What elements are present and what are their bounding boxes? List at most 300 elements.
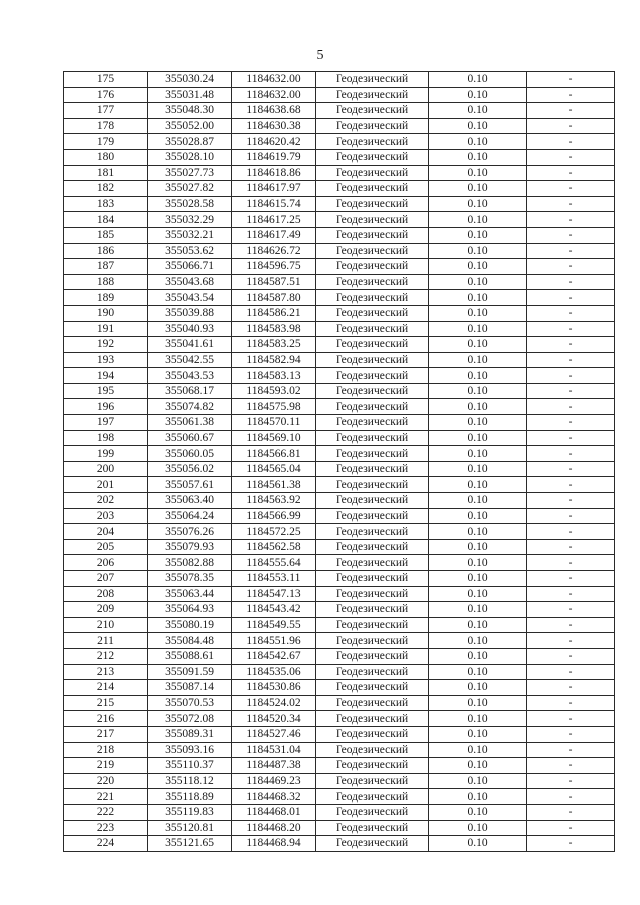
x-coordinate-cell: 355066.71 <box>148 259 232 275</box>
point-number-cell: 205 <box>64 539 148 555</box>
x-coordinate-cell: 355040.93 <box>148 321 232 337</box>
description-cell: - <box>527 555 615 571</box>
y-coordinate-cell: 1184549.55 <box>232 617 316 633</box>
method-cell: Геодезический <box>316 103 429 119</box>
accuracy-cell: 0.10 <box>429 648 527 664</box>
method-cell: Геодезический <box>316 181 429 197</box>
y-coordinate-cell: 1184543.42 <box>232 602 316 618</box>
method-cell: Геодезический <box>316 368 429 384</box>
y-coordinate-cell: 1184469.23 <box>232 773 316 789</box>
description-cell: - <box>527 134 615 150</box>
y-coordinate-cell: 1184487.38 <box>232 758 316 774</box>
table-row <box>64 415 615 431</box>
accuracy-cell: 0.10 <box>429 165 527 181</box>
point-number-cell: 209 <box>64 602 148 618</box>
y-coordinate-cell: 1184468.94 <box>232 836 316 852</box>
y-coordinate-cell: 1184583.98 <box>232 321 316 337</box>
y-coordinate-cell: 1184587.80 <box>232 290 316 306</box>
accuracy-cell: 0.10 <box>429 820 527 836</box>
description-cell: - <box>527 836 615 852</box>
accuracy-cell: 0.10 <box>429 368 527 384</box>
accuracy-cell: 0.10 <box>429 664 527 680</box>
method-cell: Геодезический <box>316 664 429 680</box>
x-coordinate-cell: 355043.54 <box>148 290 232 306</box>
description-cell: - <box>527 571 615 587</box>
description-cell: - <box>527 149 615 165</box>
method-cell: Геодезический <box>316 352 429 368</box>
point-number-cell: 212 <box>64 648 148 664</box>
point-number-cell: 210 <box>64 617 148 633</box>
table-row <box>64 680 615 696</box>
table-row <box>64 648 615 664</box>
x-coordinate-cell: 355093.16 <box>148 742 232 758</box>
x-coordinate-cell: 355072.08 <box>148 711 232 727</box>
description-cell: - <box>527 321 615 337</box>
point-number-cell: 222 <box>64 804 148 820</box>
y-coordinate-cell: 1184530.86 <box>232 680 316 696</box>
method-cell: Геодезический <box>316 290 429 306</box>
method-cell: Геодезический <box>316 305 429 321</box>
x-coordinate-cell: 355068.17 <box>148 383 232 399</box>
y-coordinate-cell: 1184547.13 <box>232 586 316 602</box>
point-number-cell: 191 <box>64 321 148 337</box>
accuracy-cell: 0.10 <box>429 571 527 587</box>
x-coordinate-cell: 355053.62 <box>148 243 232 259</box>
y-coordinate-cell: 1184566.81 <box>232 446 316 462</box>
accuracy-cell: 0.10 <box>429 134 527 150</box>
description-cell: - <box>527 726 615 742</box>
method-cell: Геодезический <box>316 804 429 820</box>
description-cell: - <box>527 695 615 711</box>
point-number-cell: 199 <box>64 446 148 462</box>
y-coordinate-cell: 1184638.68 <box>232 103 316 119</box>
accuracy-cell: 0.10 <box>429 680 527 696</box>
x-coordinate-cell: 355031.48 <box>148 87 232 103</box>
description-cell: - <box>527 383 615 399</box>
point-number-cell: 183 <box>64 196 148 212</box>
y-coordinate-cell: 1184617.97 <box>232 181 316 197</box>
point-number-cell: 175 <box>64 72 148 88</box>
table-row <box>64 118 615 134</box>
accuracy-cell: 0.10 <box>429 836 527 852</box>
accuracy-cell: 0.10 <box>429 337 527 353</box>
x-coordinate-cell: 355118.12 <box>148 773 232 789</box>
description-cell: - <box>527 820 615 836</box>
method-cell: Геодезический <box>316 118 429 134</box>
table-row <box>64 508 615 524</box>
accuracy-cell: 0.10 <box>429 274 527 290</box>
description-cell: - <box>527 711 615 727</box>
accuracy-cell: 0.10 <box>429 181 527 197</box>
method-cell: Геодезический <box>316 524 429 540</box>
description-cell: - <box>527 773 615 789</box>
y-coordinate-cell: 1184583.25 <box>232 337 316 353</box>
description-cell: - <box>527 446 615 462</box>
table-row <box>64 664 615 680</box>
description-cell: - <box>527 586 615 602</box>
description-cell: - <box>527 243 615 259</box>
table-row <box>64 72 615 88</box>
y-coordinate-cell: 1184531.04 <box>232 742 316 758</box>
point-number-cell: 223 <box>64 820 148 836</box>
x-coordinate-cell: 355043.68 <box>148 274 232 290</box>
description-cell: - <box>527 290 615 306</box>
table-row <box>64 804 615 820</box>
method-cell: Геодезический <box>316 493 429 509</box>
y-coordinate-cell: 1184572.25 <box>232 524 316 540</box>
accuracy-cell: 0.10 <box>429 446 527 462</box>
x-coordinate-cell: 355079.93 <box>148 539 232 555</box>
method-cell: Геодезический <box>316 461 429 477</box>
x-coordinate-cell: 355028.10 <box>148 149 232 165</box>
accuracy-cell: 0.10 <box>429 555 527 571</box>
y-coordinate-cell: 1184520.34 <box>232 711 316 727</box>
method-cell: Геодезический <box>316 711 429 727</box>
y-coordinate-cell: 1184553.11 <box>232 571 316 587</box>
table-row <box>64 290 615 306</box>
table-row <box>64 196 615 212</box>
description-cell: - <box>527 415 615 431</box>
point-number-cell: 180 <box>64 149 148 165</box>
description-cell: - <box>527 181 615 197</box>
y-coordinate-cell: 1184632.00 <box>232 87 316 103</box>
method-cell: Геодезический <box>316 648 429 664</box>
point-number-cell: 178 <box>64 118 148 134</box>
description-cell: - <box>527 539 615 555</box>
table-row <box>64 773 615 789</box>
table-row <box>64 337 615 353</box>
x-coordinate-cell: 355087.14 <box>148 680 232 696</box>
accuracy-cell: 0.10 <box>429 524 527 540</box>
y-coordinate-cell: 1184583.13 <box>232 368 316 384</box>
accuracy-cell: 0.10 <box>429 72 527 88</box>
description-cell: - <box>527 103 615 119</box>
accuracy-cell: 0.10 <box>429 415 527 431</box>
table-row <box>64 789 615 805</box>
point-number-cell: 211 <box>64 633 148 649</box>
accuracy-cell: 0.10 <box>429 352 527 368</box>
point-number-cell: 204 <box>64 524 148 540</box>
point-number-cell: 182 <box>64 181 148 197</box>
table-row <box>64 259 615 275</box>
description-cell: - <box>527 804 615 820</box>
accuracy-cell: 0.10 <box>429 804 527 820</box>
accuracy-cell: 0.10 <box>429 321 527 337</box>
method-cell: Геодезический <box>316 758 429 774</box>
table-row <box>64 134 615 150</box>
y-coordinate-cell: 1184527.46 <box>232 726 316 742</box>
x-coordinate-cell: 355118.89 <box>148 789 232 805</box>
point-number-cell: 217 <box>64 726 148 742</box>
accuracy-cell: 0.10 <box>429 617 527 633</box>
method-cell: Геодезический <box>316 243 429 259</box>
y-coordinate-cell: 1184596.75 <box>232 259 316 275</box>
y-coordinate-cell: 1184615.74 <box>232 196 316 212</box>
description-cell: - <box>527 508 615 524</box>
description-cell: - <box>527 259 615 275</box>
table-row <box>64 820 615 836</box>
point-number-cell: 197 <box>64 415 148 431</box>
table-row <box>64 711 615 727</box>
description-cell: - <box>527 524 615 540</box>
point-number-cell: 215 <box>64 695 148 711</box>
y-coordinate-cell: 1184555.64 <box>232 555 316 571</box>
point-number-cell: 200 <box>64 461 148 477</box>
accuracy-cell: 0.10 <box>429 399 527 415</box>
table-row <box>64 227 615 243</box>
x-coordinate-cell: 355061.38 <box>148 415 232 431</box>
table-row <box>64 243 615 259</box>
method-cell: Геодезический <box>316 274 429 290</box>
accuracy-cell: 0.10 <box>429 243 527 259</box>
accuracy-cell: 0.10 <box>429 227 527 243</box>
accuracy-cell: 0.10 <box>429 586 527 602</box>
accuracy-cell: 0.10 <box>429 539 527 555</box>
accuracy-cell: 0.10 <box>429 742 527 758</box>
method-cell: Геодезический <box>316 602 429 618</box>
coordinates-table <box>63 71 615 852</box>
method-cell: Геодезический <box>316 726 429 742</box>
y-coordinate-cell: 1184566.99 <box>232 508 316 524</box>
method-cell: Геодезический <box>316 773 429 789</box>
y-coordinate-cell: 1184587.51 <box>232 274 316 290</box>
table-row <box>64 726 615 742</box>
description-cell: - <box>527 196 615 212</box>
method-cell: Геодезический <box>316 477 429 493</box>
point-number-cell: 198 <box>64 430 148 446</box>
method-cell: Геодезический <box>316 87 429 103</box>
accuracy-cell: 0.10 <box>429 493 527 509</box>
method-cell: Геодезический <box>316 695 429 711</box>
y-coordinate-cell: 1184619.79 <box>232 149 316 165</box>
method-cell: Геодезический <box>316 72 429 88</box>
table-row <box>64 181 615 197</box>
x-coordinate-cell: 355089.31 <box>148 726 232 742</box>
description-cell: - <box>527 430 615 446</box>
description-cell: - <box>527 602 615 618</box>
y-coordinate-cell: 1184617.49 <box>232 227 316 243</box>
description-cell: - <box>527 633 615 649</box>
point-number-cell: 181 <box>64 165 148 181</box>
table-row <box>64 493 615 509</box>
table-row <box>64 555 615 571</box>
y-coordinate-cell: 1184542.67 <box>232 648 316 664</box>
method-cell: Геодезический <box>316 321 429 337</box>
x-coordinate-cell: 355064.93 <box>148 602 232 618</box>
accuracy-cell: 0.10 <box>429 789 527 805</box>
point-number-cell: 194 <box>64 368 148 384</box>
y-coordinate-cell: 1184468.01 <box>232 804 316 820</box>
y-coordinate-cell: 1184582.94 <box>232 352 316 368</box>
y-coordinate-cell: 1184551.96 <box>232 633 316 649</box>
table-row <box>64 149 615 165</box>
accuracy-cell: 0.10 <box>429 477 527 493</box>
x-coordinate-cell: 355032.29 <box>148 212 232 228</box>
accuracy-cell: 0.10 <box>429 196 527 212</box>
x-coordinate-cell: 355039.88 <box>148 305 232 321</box>
method-cell: Геодезический <box>316 337 429 353</box>
point-number-cell: 202 <box>64 493 148 509</box>
page-number: 5 <box>316 48 324 63</box>
point-number-cell: 221 <box>64 789 148 805</box>
y-coordinate-cell: 1184620.42 <box>232 134 316 150</box>
y-coordinate-cell: 1184561.38 <box>232 477 316 493</box>
description-cell: - <box>527 72 615 88</box>
accuracy-cell: 0.10 <box>429 305 527 321</box>
point-number-cell: 187 <box>64 259 148 275</box>
description-cell: - <box>527 461 615 477</box>
table-row <box>64 274 615 290</box>
accuracy-cell: 0.10 <box>429 430 527 446</box>
method-cell: Геодезический <box>316 383 429 399</box>
method-cell: Геодезический <box>316 680 429 696</box>
point-number-cell: 185 <box>64 227 148 243</box>
y-coordinate-cell: 1184617.25 <box>232 212 316 228</box>
table-row <box>64 352 615 368</box>
point-number-cell: 216 <box>64 711 148 727</box>
description-cell: - <box>527 399 615 415</box>
point-number-cell: 176 <box>64 87 148 103</box>
method-cell: Геодезический <box>316 134 429 150</box>
x-coordinate-cell: 355056.02 <box>148 461 232 477</box>
point-number-cell: 220 <box>64 773 148 789</box>
table-row <box>64 586 615 602</box>
description-cell: - <box>527 789 615 805</box>
table-row <box>64 602 615 618</box>
description-cell: - <box>527 493 615 509</box>
method-cell: Геодезический <box>316 446 429 462</box>
description-cell: - <box>527 274 615 290</box>
point-number-cell: 184 <box>64 212 148 228</box>
point-number-cell: 219 <box>64 758 148 774</box>
description-cell: - <box>527 212 615 228</box>
accuracy-cell: 0.10 <box>429 726 527 742</box>
description-cell: - <box>527 165 615 181</box>
method-cell: Геодезический <box>316 617 429 633</box>
x-coordinate-cell: 355088.61 <box>148 648 232 664</box>
description-cell: - <box>527 648 615 664</box>
description-cell: - <box>527 758 615 774</box>
point-number-cell: 186 <box>64 243 148 259</box>
x-coordinate-cell: 355120.81 <box>148 820 232 836</box>
description-cell: - <box>527 477 615 493</box>
method-cell: Геодезический <box>316 227 429 243</box>
accuracy-cell: 0.10 <box>429 87 527 103</box>
method-cell: Геодезический <box>316 836 429 852</box>
table-row <box>64 430 615 446</box>
point-number-cell: 196 <box>64 399 148 415</box>
point-number-cell: 201 <box>64 477 148 493</box>
table-row <box>64 103 615 119</box>
accuracy-cell: 0.10 <box>429 149 527 165</box>
table-row <box>64 461 615 477</box>
x-coordinate-cell: 355030.24 <box>148 72 232 88</box>
point-number-cell: 214 <box>64 680 148 696</box>
table-row <box>64 446 615 462</box>
accuracy-cell: 0.10 <box>429 758 527 774</box>
x-coordinate-cell: 355119.83 <box>148 804 232 820</box>
accuracy-cell: 0.10 <box>429 508 527 524</box>
method-cell: Геодезический <box>316 742 429 758</box>
point-number-cell: 189 <box>64 290 148 306</box>
method-cell: Геодезический <box>316 820 429 836</box>
table-row <box>64 321 615 337</box>
accuracy-cell: 0.10 <box>429 695 527 711</box>
point-number-cell: 208 <box>64 586 148 602</box>
accuracy-cell: 0.10 <box>429 633 527 649</box>
description-cell: - <box>527 352 615 368</box>
x-coordinate-cell: 355032.21 <box>148 227 232 243</box>
point-number-cell: 213 <box>64 664 148 680</box>
y-coordinate-cell: 1184575.98 <box>232 399 316 415</box>
point-number-cell: 224 <box>64 836 148 852</box>
table-row <box>64 617 615 633</box>
table-row <box>64 742 615 758</box>
method-cell: Геодезический <box>316 539 429 555</box>
x-coordinate-cell: 355052.00 <box>148 118 232 134</box>
point-number-cell: 192 <box>64 337 148 353</box>
y-coordinate-cell: 1184630.38 <box>232 118 316 134</box>
point-number-cell: 193 <box>64 352 148 368</box>
method-cell: Геодезический <box>316 196 429 212</box>
y-coordinate-cell: 1184569.10 <box>232 430 316 446</box>
x-coordinate-cell: 355027.82 <box>148 181 232 197</box>
x-coordinate-cell: 355043.53 <box>148 368 232 384</box>
accuracy-cell: 0.10 <box>429 461 527 477</box>
x-coordinate-cell: 355060.67 <box>148 430 232 446</box>
method-cell: Геодезический <box>316 633 429 649</box>
y-coordinate-cell: 1184535.06 <box>232 664 316 680</box>
x-coordinate-cell: 355048.30 <box>148 103 232 119</box>
y-coordinate-cell: 1184468.32 <box>232 789 316 805</box>
table-row <box>64 477 615 493</box>
accuracy-cell: 0.10 <box>429 103 527 119</box>
description-cell: - <box>527 118 615 134</box>
description-cell: - <box>527 305 615 321</box>
y-coordinate-cell: 1184563.92 <box>232 493 316 509</box>
x-coordinate-cell: 355041.61 <box>148 337 232 353</box>
y-coordinate-cell: 1184632.00 <box>232 72 316 88</box>
x-coordinate-cell: 355121.65 <box>148 836 232 852</box>
table-row <box>64 524 615 540</box>
description-cell: - <box>527 337 615 353</box>
x-coordinate-cell: 355080.19 <box>148 617 232 633</box>
x-coordinate-cell: 355082.88 <box>148 555 232 571</box>
method-cell: Геодезический <box>316 586 429 602</box>
x-coordinate-cell: 355028.87 <box>148 134 232 150</box>
x-coordinate-cell: 355074.82 <box>148 399 232 415</box>
method-cell: Геодезический <box>316 571 429 587</box>
description-cell: - <box>527 227 615 243</box>
point-number-cell: 206 <box>64 555 148 571</box>
point-number-cell: 177 <box>64 103 148 119</box>
description-cell: - <box>527 664 615 680</box>
y-coordinate-cell: 1184626.72 <box>232 243 316 259</box>
point-number-cell: 188 <box>64 274 148 290</box>
accuracy-cell: 0.10 <box>429 290 527 306</box>
table-row <box>64 539 615 555</box>
accuracy-cell: 0.10 <box>429 602 527 618</box>
method-cell: Геодезический <box>316 508 429 524</box>
description-cell: - <box>527 742 615 758</box>
point-number-cell: 190 <box>64 305 148 321</box>
table-row <box>64 695 615 711</box>
accuracy-cell: 0.10 <box>429 118 527 134</box>
y-coordinate-cell: 1184593.02 <box>232 383 316 399</box>
method-cell: Геодезический <box>316 259 429 275</box>
y-coordinate-cell: 1184524.02 <box>232 695 316 711</box>
method-cell: Геодезический <box>316 789 429 805</box>
